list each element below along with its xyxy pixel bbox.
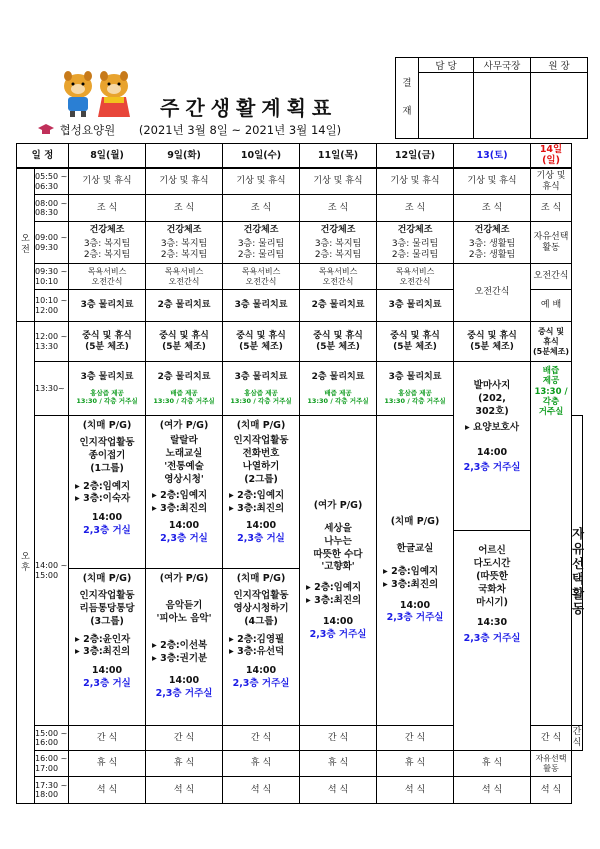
prog-category: (치매 P/G) [236, 420, 286, 432]
cell-health-tue [146, 222, 223, 264]
approval-col-secretary: 사무국장 [474, 58, 531, 73]
cell-pt-fri: 3층 물리치료 [377, 290, 454, 322]
cell-bath-tue: 목욕서비스 오전간식 [146, 264, 223, 290]
cell-breakfast-wed: 조 식 [223, 195, 300, 222]
prog-tue-1 [146, 416, 222, 568]
cell-wake-thu: 기상 및 휴식 [300, 168, 377, 195]
cell-1330-fri [377, 362, 454, 416]
prog-time: 14:00 [245, 519, 277, 531]
graduation-cap-icon [38, 124, 54, 135]
snack-note: 홍삼즙 제공 13:30 / 각층 거주실 [76, 389, 138, 406]
cell-prog-tue [146, 416, 223, 726]
prog-title: 한글교실 [396, 543, 434, 555]
cell-breakfast-tue: 조 식 [146, 195, 223, 222]
cell-dinner-thu: 석 식 [300, 777, 377, 804]
cell-lunch-thu: 중식 및 휴식 (5분 체조) [300, 322, 377, 362]
page-title: 주간생활계획표 [160, 96, 338, 120]
cell-prog-sat [454, 362, 531, 751]
prog-mon-2 [69, 568, 145, 691]
cell-pt-tue: 2층 물리치료 [146, 290, 223, 322]
time-1330: 13:30~ [35, 362, 69, 416]
time-dinner: 17:30 ~ 18:00 [35, 777, 69, 804]
cell-1330-wed [223, 362, 300, 416]
health-teams: 3층: 물리팀 2층: 물리팀 [391, 238, 439, 260]
prog-category: (치매 P/G) [82, 420, 132, 432]
cell-lunch-mon: 중식 및 휴식 (5분 체조) [69, 322, 146, 362]
header-row [17, 144, 583, 168]
cell-health-thu [300, 222, 377, 264]
prog-title: 인지작업활동 리듬통당통당 (3그룹) [79, 590, 135, 627]
time-bath: 09:30 ~ 10:10 [35, 264, 69, 290]
cell-lunch-sat: 중식 및 휴식 (5분 체조) [454, 322, 531, 362]
prog-place: 2,3층 거주실 [463, 633, 521, 645]
cell-lunch-tue: 중식 및 휴식 (5분 체조) [146, 322, 223, 362]
time-health: 09:00 ~ 09:30 [35, 222, 69, 264]
cell-pt-mon: 3층 물리치료 [69, 290, 146, 322]
prog-place: 2,3층 거주실 [232, 677, 290, 689]
prog-place: 2,3층 거주실 [463, 462, 521, 474]
time-pt: 10:10 ~ 12:00 [35, 290, 69, 322]
cell-free2-sun: 자유선택 활동 [531, 751, 572, 777]
prog-category: (여가 P/G) [159, 420, 209, 432]
pt-label: 3층 물리치료 [234, 371, 288, 382]
cell-dinner-mon: 석 식 [69, 777, 146, 804]
section-pm: 오 후 [17, 322, 35, 804]
subtitle [38, 122, 341, 138]
cell-breakfast-fri: 조 식 [377, 195, 454, 222]
cell-dinner-wed: 석 식 [223, 777, 300, 804]
cell-pmsnack-mon: 간 식 [69, 726, 146, 751]
prog-time: 14:00 [399, 599, 431, 611]
cell-amsnack-sat: 오전간식 [454, 264, 531, 322]
cell-lunch-sun: 중식 및 휴식 (5분체조) [531, 322, 572, 362]
cell-dinner-sun: 석 식 [531, 777, 572, 804]
prog-staff: ▸ 2층:임예지 ▸ 3층:최진의 [306, 582, 362, 606]
health-title: 건강체조 [166, 225, 202, 236]
prog-time: 14:00 [91, 665, 123, 677]
prog-time: 14:00 [168, 519, 200, 531]
health-title: 건강체조 [243, 225, 279, 236]
health-title: 건강체조 [474, 225, 510, 236]
cell-free-big-sun: 자유 선택 활동 [572, 416, 583, 726]
prog-staff: ▸ 2층:김영필 ▸ 3층:유선덕 [229, 633, 285, 658]
prog-time: 14:30 [476, 617, 508, 629]
cell-health-wed [223, 222, 300, 264]
prog-place: 2,3층 거주실 [386, 612, 444, 624]
cell-dinner-sat: 석 식 [454, 777, 531, 804]
prog-sat-1 [454, 380, 530, 530]
header-tue: 9일(화) [146, 144, 223, 168]
prog-staff: ▸ 요양보호사 [465, 421, 519, 433]
cell-bath-wed: 목욕서비스 오전간식 [223, 264, 300, 290]
prog-title: 인지작업활동 전화번호 나열하기 (2그룹) [233, 435, 289, 485]
prog-category: (여가 P/G) [159, 573, 209, 585]
approval-sign-director[interactable] [531, 73, 588, 139]
cell-prog-wed [223, 416, 300, 726]
schedule-period: (2021년 3월 8일 ~ 2021년 3월 14일) [138, 123, 342, 137]
cell-breakfast-mon: 조 식 [69, 195, 146, 222]
prog-place: 2,3층 거주실 [155, 688, 213, 700]
cell-1330-thu [300, 362, 377, 416]
prog-time: 14:00 [245, 665, 277, 677]
cell-health-sat [454, 222, 531, 264]
cell-pt-wed: 3층 물리치료 [223, 290, 300, 322]
health-teams: 3층: 복지팀 2층: 복지팀 [83, 238, 131, 260]
time-pmsnack: 15:00 ~ 16:00 [35, 726, 69, 751]
cell-lunch-wed: 중식 및 휴식 (5분 체조) [223, 322, 300, 362]
time-rest: 16:00 ~ 17:00 [35, 751, 69, 777]
cell-rest-thu: 휴 식 [300, 751, 377, 777]
prog-title: 세상을 나누는 따뜻한 수다 '고향화' [313, 522, 363, 573]
cell-pmsnack-tue: 간 식 [146, 726, 223, 751]
time-wake: 05:50 ~ 06:30 [35, 168, 69, 195]
prog-time: 14:00 [168, 675, 200, 687]
cell-prog-mon [69, 416, 146, 726]
header-sat: 13(토) [454, 144, 531, 168]
prog-staff: ▸ 2층:임예지 ▸ 3층:이숙자 [75, 480, 131, 505]
header-wed: 10일(수) [223, 144, 300, 168]
schedule-table [16, 143, 583, 804]
cell-wake-tue: 기상 및 휴식 [146, 168, 223, 195]
cell-health-mon [69, 222, 146, 264]
snack-note: 배즙 제공 13:30 / 각층 거주실 [153, 389, 215, 406]
time-program: 14:00 ~ 15:00 [35, 416, 69, 726]
prog-wed-1 [223, 416, 299, 568]
approval-sign-manager[interactable] [419, 73, 474, 139]
approval-col-manager: 담 당 [419, 58, 474, 73]
cell-breakfast-sun: 조 식 [531, 195, 572, 222]
cell-bath-fri: 목욕서비스 오전간식 [377, 264, 454, 290]
pt-label: 3층 물리치료 [80, 371, 134, 382]
cell-pmsnack-fri: 간 식 [377, 726, 454, 751]
cell-pmsnack-wed: 간 식 [223, 726, 300, 751]
mascot-logo [58, 70, 136, 118]
header-mon: 8일(월) [69, 144, 146, 168]
prog-place: 2,3층 거실 [83, 677, 131, 689]
header-fri: 12일(금) [377, 144, 454, 168]
prog-time: 14:00 [476, 446, 508, 458]
pt-label: 2층 물리치료 [157, 371, 211, 382]
prog-sat-2 [454, 530, 530, 646]
cell-bath-thu: 목욕서비스 오전간식 [300, 264, 377, 290]
prog-staff: ▸ 2층:임예지 ▸ 3층:최진의 [229, 490, 285, 515]
prog-place: 2,3층 거주실 [309, 628, 367, 640]
cell-pmsnack-thu: 간 식 [300, 726, 377, 751]
prog-title: 랄랄라 노래교실 '전통예술 영상시청' [164, 435, 204, 485]
prog-time: 14:00 [91, 512, 123, 524]
cell-pmsnack-sat: 간 식 [531, 726, 572, 751]
prog-title: 인지작업활동 영상시청하기 (4그룹) [233, 590, 289, 627]
cell-1330-tue [146, 362, 223, 416]
cell-wake-wed: 기상 및 휴식 [223, 168, 300, 195]
cell-1330-mon [69, 362, 146, 416]
cell-breakfast-thu: 조 식 [300, 195, 377, 222]
snack-note: 홍삼즙 제공 13:30 / 각층 거주실 [230, 389, 292, 406]
cell-prog-thu [300, 416, 377, 726]
prog-place: 2,3층 거실 [160, 532, 208, 544]
cell-bath-mon: 목욕서비스 오전간식 [69, 264, 146, 290]
cell-pt-thu: 2층 물리치료 [300, 290, 377, 322]
approval-label-bottom: 재 [402, 106, 412, 117]
time-lunch: 12:00 ~ 13:30 [35, 322, 69, 362]
prog-category: (치매 P/G) [82, 573, 132, 585]
section-am: 오 전 [17, 168, 35, 322]
cell-free-sun: 자유선택 활동 [531, 222, 572, 264]
prog-staff: ▸ 2층:이선복 ▸ 3층:권기분 [152, 639, 208, 664]
cell-wake-fri: 기상 및 휴식 [377, 168, 454, 195]
cell-dinner-fri: 석 식 [377, 777, 454, 804]
cell-health-fri [377, 222, 454, 264]
health-title: 건강체조 [89, 225, 125, 236]
header-schedule: 일 정 [17, 144, 69, 168]
prog-category: (치매 P/G) [236, 573, 286, 585]
prog-staff: ▸ 2층:윤인자 ▸ 3층:최진의 [75, 633, 131, 658]
institution-name: 협성요양원 [59, 123, 116, 137]
cell-dinner-tue: 석 식 [146, 777, 223, 804]
cell-rest-mon: 휴 식 [69, 751, 146, 777]
header-sun: 14일(일) [531, 144, 572, 168]
time-breakfast: 08:00 ~ 08:30 [35, 195, 69, 222]
pt-label: 3층 물리치료 [388, 371, 442, 382]
cell-snack-sun: 배즙 제공 13:30 / 각층 거주실 [531, 362, 572, 726]
prog-category: (여가 P/G) [313, 500, 363, 512]
cell-pmsnack-sun: 간 식 [572, 726, 583, 751]
health-teams: 3층: 복지팀 2층: 복지팀 [314, 238, 362, 260]
cell-rest-fri: 휴 식 [377, 751, 454, 777]
snack-note: 홍삼즙 제공 13:30 / 각층 거주실 [384, 389, 446, 406]
prog-title: 음악듣기 '피아노 음악' [156, 600, 212, 624]
approval-col-director: 원 장 [531, 58, 588, 73]
snack-note: 배즙 제공 13:30 / 각층 거주실 [307, 389, 369, 406]
prog-staff: ▸ 2층:임예지 ▸ 3층:최진의 [152, 490, 208, 515]
cell-rest-tue: 휴 식 [146, 751, 223, 777]
cell-wake-sat: 기상 및 휴식 [454, 168, 531, 195]
prog-mon-1 [69, 416, 145, 568]
health-title: 건강체조 [397, 225, 433, 236]
prog-place: 2,3층 거실 [83, 524, 131, 536]
approval-sign-secretary[interactable] [474, 73, 531, 139]
prog-time: 14:00 [322, 615, 354, 627]
approval-label-top: 결 [402, 78, 412, 89]
prog-title: 발마사지 (202, 302호) [473, 380, 511, 417]
cell-prog-fri [377, 416, 454, 726]
cell-wake-sun: 기상 및 휴식 [531, 168, 572, 195]
prog-category: (치매 P/G) [390, 516, 440, 528]
prog-title: 어르신 다도시간 (따뜻한 국화차 마시기) [473, 545, 511, 608]
health-teams: 3층: 복지팀 2층: 복지팀 [160, 238, 208, 260]
approval-box [395, 57, 588, 139]
prog-title: 인지작업활동 종이접기 (1그룹) [79, 437, 135, 474]
cell-lunch-fri: 중식 및 휴식 (5분 체조) [377, 322, 454, 362]
cell-rest-wed: 휴 식 [223, 751, 300, 777]
cell-amsnack-sun: 오전간식 [531, 264, 572, 290]
health-title: 건강체조 [320, 225, 356, 236]
pt-label: 2층 물리치료 [311, 371, 365, 382]
header-thu: 11일(목) [300, 144, 377, 168]
health-teams: 3층: 생활팀 2층: 생활팀 [468, 238, 516, 260]
cell-wake-mon: 기상 및 휴식 [69, 168, 146, 195]
prog-tue-2 [146, 568, 222, 701]
prog-place: 2,3층 거실 [237, 532, 285, 544]
cell-rest-sat: 휴 식 [454, 751, 531, 777]
cell-worship-sun: 예 배 [531, 290, 572, 322]
health-teams: 3층: 물리팀 2층: 물리팀 [237, 238, 285, 260]
prog-staff: ▸ 2층:임예지 ▸ 3층:최진의 [383, 565, 439, 590]
cell-breakfast-sat: 조 식 [454, 195, 531, 222]
prog-wed-2 [223, 568, 299, 691]
